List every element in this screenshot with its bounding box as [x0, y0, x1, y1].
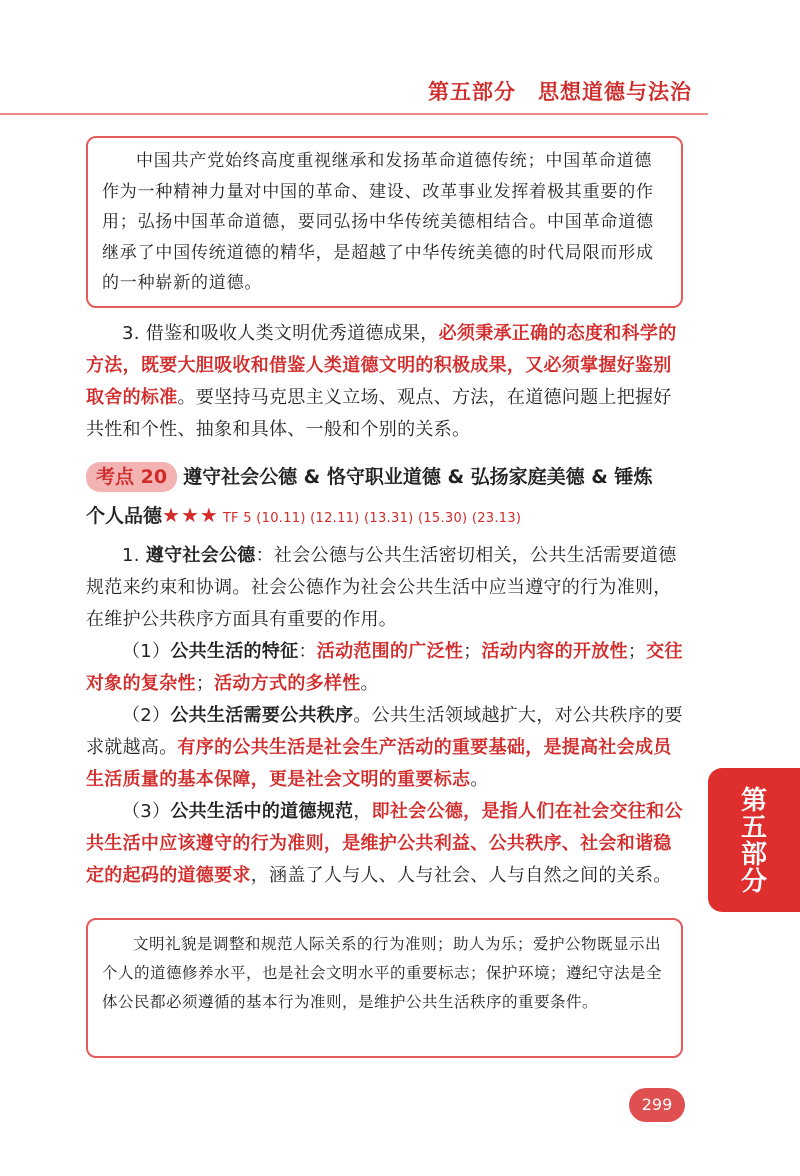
paragraph-1 [86, 540, 686, 636]
p2-sep-2: ； [627, 641, 647, 662]
kaodian-badge: 考点 20 [86, 462, 177, 492]
p4-emphasis: 即社会公德，是指人们在社会交往和公共生活中应该遵守的行为准则，是维护公共利益、公共秩序、社会和谐稳定的起码的道德要求 [86, 801, 683, 886]
p3-emphasis: 有序的公共生活是社会生产活动的重要基础，是提高社会成员生活质量的基本保障，更是社会文明的重要标志 [86, 737, 672, 790]
note-text: 文明礼貌是调整和规范人际关系的行为准则；助人为乐；爱护公物既显示出个人的道德修养水平，也是社会文明水平的重要标志；保护环境；遵纪守法是全体公民都必须遵循的基本行为准则，是维护公共生活秩序的重要条件。 [102, 935, 663, 1011]
paragraph-4 [86, 796, 686, 892]
p2-number: （1） [122, 641, 171, 662]
p1-number: 1. [122, 545, 146, 566]
side-tab-part-five [708, 768, 800, 912]
p4-heading: 公共生活中的道德规范 [170, 801, 354, 822]
side-tab-label: 第五部分 [740, 786, 767, 897]
paragraph-2 [86, 636, 686, 700]
p4-number: （3） [122, 801, 171, 822]
rating-stars: ★★★ [162, 503, 219, 527]
section-title-line1: 遵守社会公德 & 恪守职业道德 & 弘扬家庭美德 & 锤炼 [183, 466, 653, 488]
note-box-social-morality [86, 918, 683, 1058]
exam-frequency: TF 5 (10.11) (12.11) (13.31) (15.30) (23.13) [222, 511, 522, 526]
paragraph-3 [86, 700, 686, 796]
note-box-revolutionary-morality [86, 136, 683, 308]
p2-trait-3: 交往对象的复杂性 [86, 641, 683, 694]
p2-end: 。 [360, 673, 379, 694]
p3-heading: 公共生活需要公共秩序 [170, 705, 354, 726]
p3-end: 。 [470, 769, 489, 790]
p2-sep-1: ； [463, 641, 482, 662]
p4-body: ，涵盖了人与人、人与社会、人与自然之间的关系。 [250, 865, 672, 886]
page-number: 299 [629, 1088, 685, 1122]
p2-trait-1: 活动范围的广泛性 [316, 641, 464, 662]
p4-sep: ， [353, 801, 372, 822]
section-title-line2: 个人品德 [86, 505, 163, 527]
section-heading [86, 462, 696, 534]
p1-heading: 遵守社会公德 [145, 545, 256, 566]
header-rule [0, 113, 708, 115]
p2-heading: 公共生活的特征 [170, 641, 299, 662]
p3-number: （2） [122, 705, 171, 726]
item3-prefix: 3. 借鉴和吸收人类文明优秀道德成果， [122, 323, 439, 344]
item3-suffix: 。要坚持马克思主义立场、观点、方法，在道德问题上把握好共性和个性、抽象和具体、一般和个别的关系。 [86, 387, 672, 440]
p3-body: 。公共生活领域越扩大，对公共秩序的要求就越高。 [86, 705, 683, 758]
paragraph-item-3 [86, 318, 686, 446]
note-text: 中国共产党始终高度重视继承和发扬革命道德传统；中国革命道德作为一种精神力量对中国的革命、建设、改革事业发挥着极其重要的作用；弘扬中国革命道德，要同弘扬中华传统美德相结合。中国革命道德继承了中国传统道德的精华，是超越了中华传统美德的时代局限而形成的一种崭新的道德。 [102, 151, 654, 293]
p1-body: ：社会公德与公共生活密切相关，公共生活需要道德规范来约束和协调。社会公德作为社会公共生活中应当遵守的行为准则，在维护公共秩序方面具有重要的作用。 [86, 545, 677, 630]
p2-colon: ： [298, 641, 317, 662]
p2-sep-3: ； [195, 673, 215, 694]
p2-trait-4: 活动方式的多样性 [214, 673, 361, 694]
header-title: 第五部分 思想道德与法治 [428, 80, 692, 104]
p2-trait-2: 活动内容的开放性 [481, 641, 628, 662]
item3-emphasis: 必须秉承正确的态度和科学的方法，既要大胆吸收和借鉴人类道德文明的积极成果，又必须掌握好鉴别取舍的标准 [86, 323, 677, 408]
